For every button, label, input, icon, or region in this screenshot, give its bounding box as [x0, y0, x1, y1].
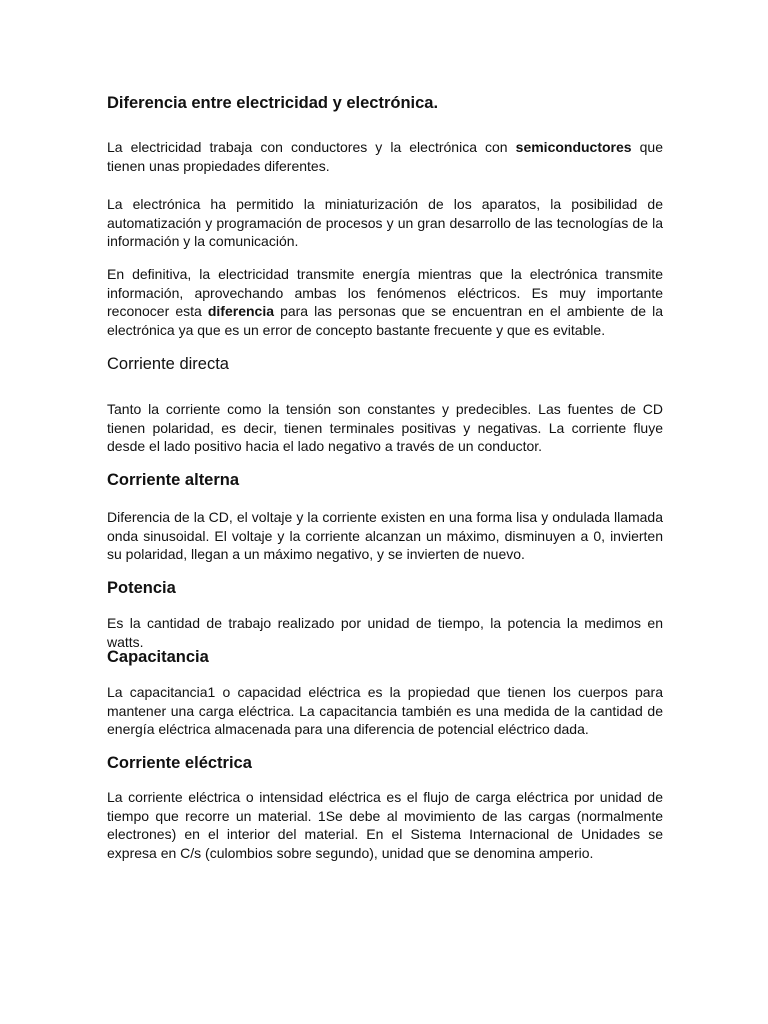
heading-potencia: Potencia	[107, 579, 176, 597]
paragraph-corriente-electrica: La corriente eléctrica o intensidad eléctrica es el flujo de carga eléctrica por unidad de tiempo que recorre un material. 1Se debe al movimiento de las cargas (normalmente electrones) en el interior del material. En el Sistema Internacional de Unidades se expresa en C/s (culombios sobre segundo), unidad que se denomina amperio.	[107, 789, 663, 861]
intro-paragraph-3	[107, 265, 663, 339]
intro-paragraph-2: La electrónica ha permitido la miniaturización de los aparatos, la posibilidad de automatización y programación de procesos y un gran desarrollo de las tecnologías de la información y la comunicación.	[107, 196, 663, 249]
paragraph-corriente-alterna: Diferencia de la CD, el voltaje y la corriente existen en una forma lisa y ondulada llamada onda sinusoidal. El voltaje y la corriente alcanzan un máximo, disminuyen a 0, invierten su polaridad, llegan a un máximo negativo, y se invierten de nuevo.	[107, 509, 663, 562]
intro-p1-text: La electricidad trabaja con conductores y la electrónica con	[107, 139, 516, 155]
intro-p3-text-end: para las personas que se encuentran en el ambiente de la electrónica ya que es un error de concepto bastante frecuente y que es evitable.	[107, 303, 663, 338]
heading-corriente-directa: Corriente directa	[107, 355, 229, 373]
intro-p3-text: En definitiva, la electricidad transmite energía mientras que la electrónica transmite información, aprovechando ambas los fenómenos eléctricos. Es muy importante reconocer esta	[107, 266, 663, 319]
intro-p3-bold: diferencia	[207, 303, 274, 319]
document-title: Diferencia entre electricidad y electrónica.	[107, 94, 439, 112]
heading-capacitancia: Capacitancia	[107, 648, 209, 666]
paragraph-corriente-directa: Tanto la corriente como la tensión son constantes y predecibles. Las fuentes de CD tienen polaridad, es decir, tienen terminales positivas y negativas. La corriente fluye desde el lado positivo hacia el lado negativo a través de un conductor.	[107, 401, 663, 454]
heading-corriente-electrica: Corriente eléctrica	[107, 754, 252, 772]
intro-p1-bold: semiconductores	[515, 139, 632, 155]
heading-corriente-alterna: Corriente alterna	[107, 471, 240, 489]
intro-p1-text-end: que tienen unas propiedades diferentes.	[107, 139, 664, 174]
paragraph-capacitancia: La capacitancia1 o capacidad eléctrica es la propiedad que tienen los cuerpos para mantener una carga eléctrica. La capacitancia también es una medida de la cantidad de energía eléctrica almacenada para una diferencia de potencial eléctrico dada.	[107, 684, 663, 737]
intro-paragraph-1	[107, 138, 663, 175]
paragraph-potencia: Es la cantidad de trabajo realizado por unidad de tiempo, la potencia la medimos en watts.	[107, 615, 663, 650]
